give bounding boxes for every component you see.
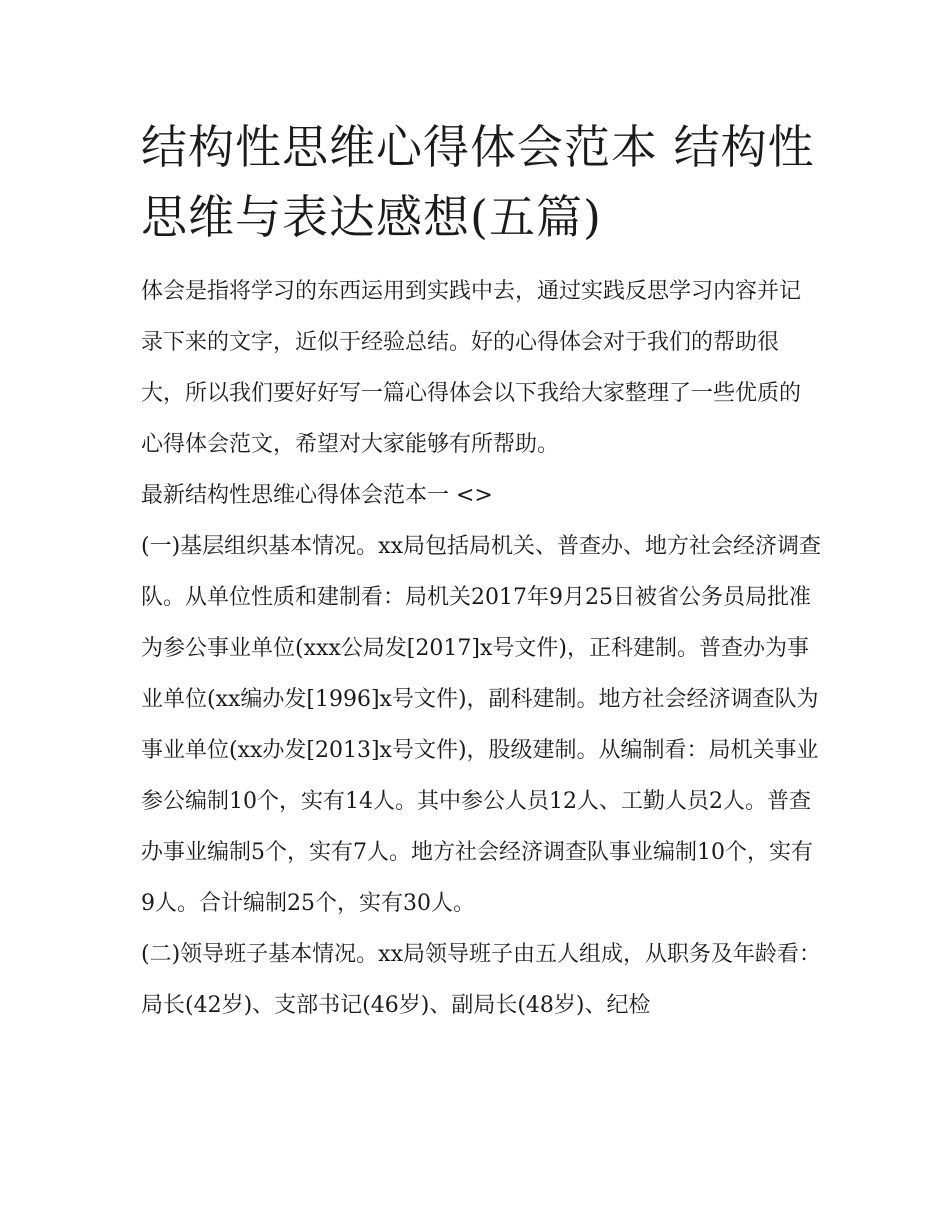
- intro-paragraph: 体会是指将学习的东西运用到实践中去，通过实践反思学习内容并记录下来的文字，近似于经验总结。好的心得体会对于我们的帮助很大，所以我们要好好写一篇心得体会以下我给大家整理了一些优质的心得体会范文，希望对大家能够有所帮助。: [141, 279, 802, 457]
- body-paragraph: (一)基层组织基本情况。xx局包括局机关、普查办、地方社会经济调查队。从单位性质和建制看：局机关2017年9月25日被省公务员局批准为参公事业单位(xxx公局发[2017]x号文件)，正科建制。普查办为事业单位(xx编办发[1996]x号文件)，副科建制。地方社会经济调查队为事业单位(xx办发[2013]x号文件)，股级建制。从编制看：局机关事业参公编制10个，实有14人。其中参公人员12人、工勤人员2人。普查办事业编制5个，实有7人。地方社会经济调查队事业编制10个，实有9人。合计编制25个，实有30人。: [141, 534, 821, 916]
- document-body: [141, 112, 821, 1031]
- document-title: 结构性思维心得体会范本 结构性思维与表达感想(五篇): [141, 120, 815, 244]
- section-heading: 最新结构性思维心得体会范本一 <>: [141, 483, 493, 508]
- body-paragraph: (二)领导班子基本情况。xx局领导班子由五人组成，从职务及年龄看：局长(42岁)、支部书记(46岁)、副局长(48岁)、纪检: [141, 942, 821, 1018]
